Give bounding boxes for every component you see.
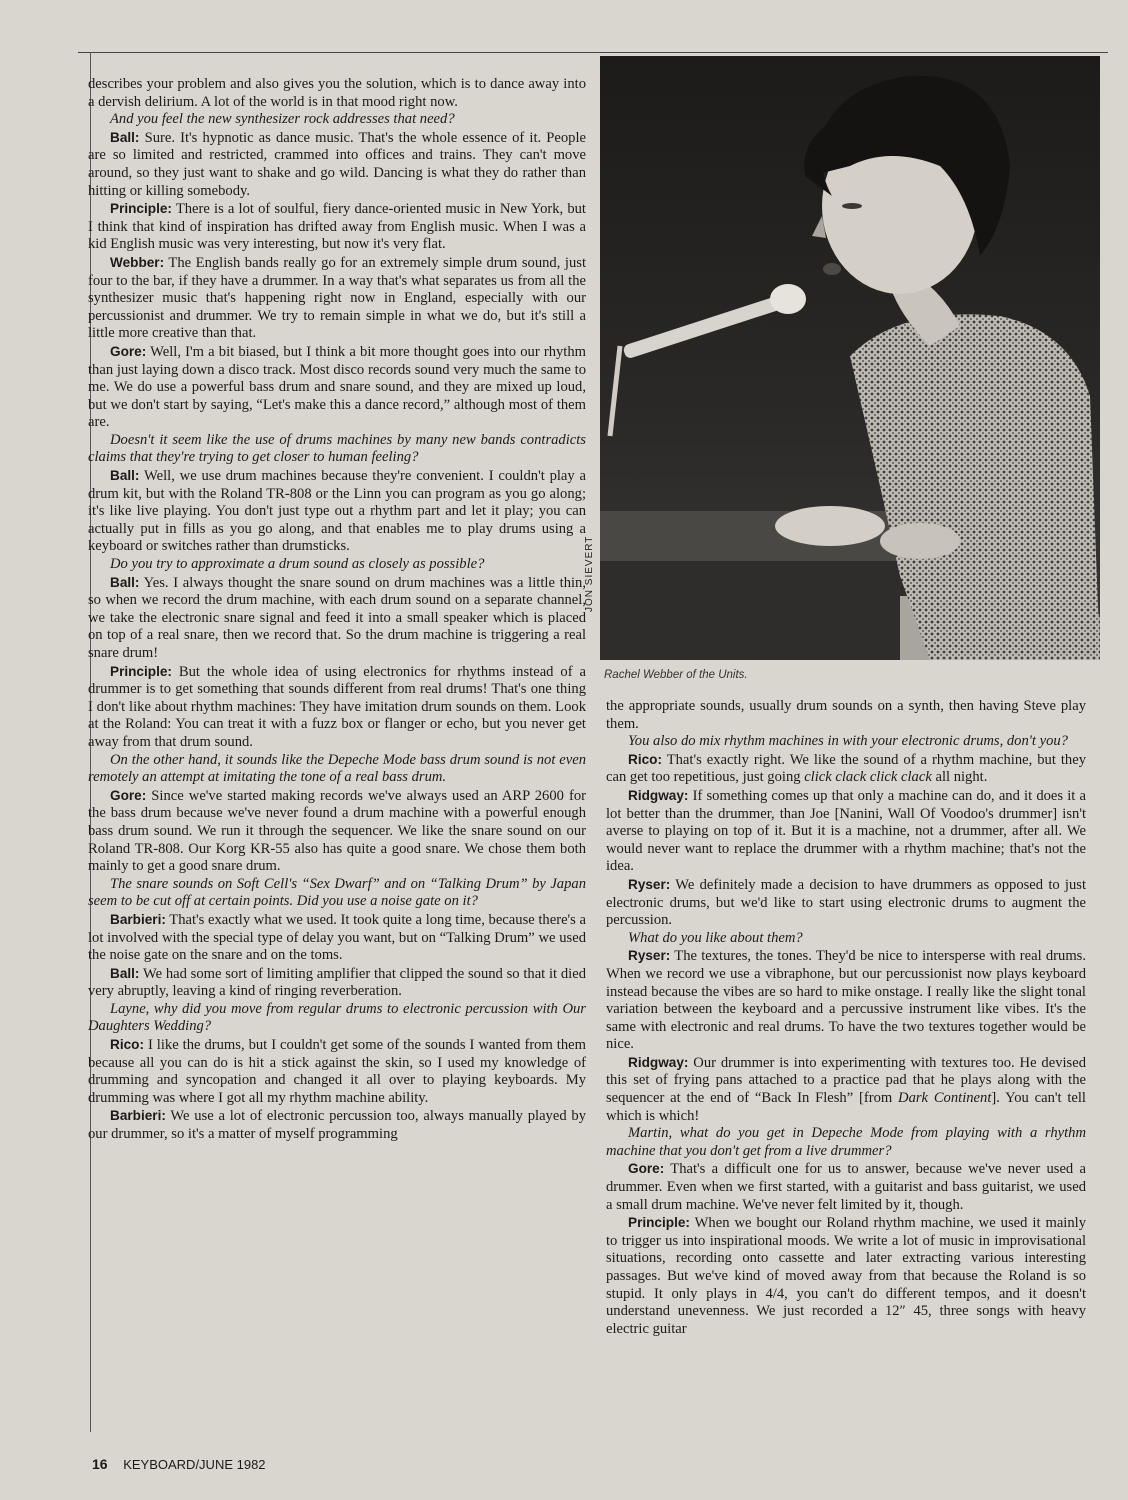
interview-answer: [88, 1107, 586, 1143]
answer-text: That's exactly what we used. It took quite a long time, because there's a lot involved with the special type of delay you want, but on “Talking Drum” we used the noise gate on the snare and on the toms.: [88, 911, 586, 964]
answer-text: We use a lot of electronic percussion too, always manually played by our drummer, so it's a matter of myself programming: [88, 1108, 586, 1143]
answer-text: That's exactly right. We like the sound of a rhythm machine, but they can get too repetitious, just going: [606, 751, 1086, 786]
answer-text-continued: ]. You can't tell which is which!: [606, 1090, 1086, 1124]
interview-answer: [88, 911, 586, 965]
answer-text: Our drummer is into experimenting with textures too. He devised this set of frying pans attached to a practice pad that he plays along with the sequencer at the end of “Back In Flesh” [from: [606, 1054, 1086, 1107]
interview-question: Layne, why did you move from regular drums to electronic percussion with Our Daughters Wedding?: [88, 1000, 586, 1035]
speaker-name: Gore:: [110, 787, 147, 803]
interview-answer: [88, 129, 586, 200]
answer-text: the appropriate sounds, usually drum sounds on a synth, then having Steve play them.: [606, 698, 1086, 732]
speaker-name: Ridgway:: [628, 1054, 689, 1070]
answer-text: describes your problem and also gives you the solution, which is to dance away into a dervish delirium. A lot of the world is in that mood right now.: [88, 76, 586, 110]
interview-answer: [88, 1036, 586, 1107]
answer-text: When we bought our Roland rhythm machine, we used it mainly to trigger us into inspirational moods. We write a lot of music in improvisational situations, recording onto cassette and later extracting various interesting passages. But we've kind of moved away from that because the Roland is so stupid. It only plays in 4/4, you can't do different tempos, and it doesn't understand unevenness. We just recorded a 12″ 45, three songs with heavy electric guitar: [606, 1215, 1086, 1337]
interview-answer: [606, 947, 1086, 1054]
speaker-name: Ridgway:: [628, 787, 689, 803]
answer-text: We had some sort of limiting amplifier that clipped the sound so that it died very abruptly, leaving a kind of ringing reverberation.: [88, 965, 586, 1000]
answer-text: Sure. It's hypnotic as dance music. That's the whole essence of it. People are so limited and restricted, crammed into offices and trains. They can't move around, so they just want to shake and go wild. Dancing is what they do rather than hitting or killing somebody.: [88, 129, 586, 199]
interview-question: What do you like about them?: [628, 929, 803, 946]
interview-answer: [606, 1214, 1086, 1338]
speaker-name: Principle:: [628, 1215, 690, 1231]
interview-question: Doesn't it seem like the use of drums machines by many new bands contradicts claims that they're trying to get closer to human feeling?: [88, 431, 586, 466]
photo-caption: Rachel Webber of the Units.: [604, 669, 748, 681]
interview-question: Do you try to approximate a drum sound as closely as possible?: [110, 556, 485, 573]
interview-answer: [88, 467, 586, 556]
interview-answer: [88, 200, 586, 254]
performer-photo-illustration: [600, 56, 1100, 660]
answer-text: There is a lot of soulful, fiery dance-oriented music in New York, but I think that kind of inspiration has drifted away from English music. When I was a kid English music was very interesting, but now it's very flat.: [88, 201, 586, 253]
interview-answer: [606, 751, 1086, 787]
interview-question: You also do mix rhythm machines in with your electronic drums, don't you?: [628, 733, 1068, 750]
speaker-name: Ryser:: [628, 948, 671, 964]
interview-answer: [606, 1160, 1086, 1214]
speaker-name: Ryser:: [628, 876, 671, 892]
interview-question: The snare sounds on Soft Cell's “Sex Dwarf” and on “Talking Drum” by Japan seem to be cut off at certain points. Did you use a noise gate on it?: [88, 875, 586, 910]
italic-phrase: click clack click clack: [804, 769, 932, 786]
interview-question: Martin, what do you get in Depeche Mode from playing with a rhythm machine that you don't get from a live drummer?: [606, 1125, 1086, 1159]
continued-paragraph: [88, 76, 586, 111]
speaker-name: Gore:: [628, 1161, 665, 1177]
interview-answer: [606, 1054, 1086, 1125]
speaker-name: Principle:: [110, 663, 172, 679]
interview-question: On the other hand, it sounds like the Depeche Mode bass drum sound is not even remotely an attempt at imitating the tone of a real bass drum.: [88, 751, 586, 786]
interview-question: And you feel the new synthesizer rock addresses that need?: [110, 111, 455, 128]
speaker-name: Gore:: [110, 343, 147, 359]
answer-text: Yes. I always thought the snare sound on drum machines was a little thin, so when we record the drum machine, with each drum sound on a separate channel, we take the electronic snare signal and feed it into a small speaker which is placed on top of a real snare, then we record that. So the drum machine is triggering a real snare drum!: [88, 574, 586, 661]
page-footer: [92, 1456, 266, 1472]
photo-credit: JON SIEVERT: [584, 535, 595, 612]
continued-paragraph: [606, 698, 1086, 733]
answer-text: Since we've started making records we've always used an ARP 2600 for the bass drum because we've never found a drum machine with a powerful enough bass drum sound. We run it through the sequencer. We like the snare sound on our Roland TR-808. Our Korg KR-55 also has quite a good snare. We chose them both mainly to get a good snare drum.: [88, 787, 586, 875]
interview-answer: [88, 965, 586, 1001]
top-rule: [78, 52, 1108, 53]
speaker-name: Rico:: [110, 1037, 144, 1053]
answer-text-continued: all night.: [931, 769, 988, 786]
interview-answer: [88, 343, 586, 432]
speaker-name: Ball:: [110, 129, 140, 145]
answer-text: Well, we use drum machines because they're convenient. I couldn't play a drum kit, but with the Roland TR-808 or the Linn you can program as you go along; it's like live playing. You don't just type out a rhythm part and let it play; you can actually put in fills as you go along, and that enables me to play drums using a keyboard or switches rather than drumsticks.: [88, 468, 586, 555]
speaker-name: Ball:: [110, 574, 140, 590]
interview-answer: [88, 574, 586, 663]
interview-answer: [88, 663, 586, 752]
answer-text: The English bands really go for an extremely simple drum sound, just four to the bar, if they have a drummer. In a way that's what separates us from all the synthesizer music that's happening right now in England, especially with our percussionist and drummer. We try to remain simple in what we do, but it's still a little more creative than that.: [88, 254, 586, 342]
interview-answer: [606, 876, 1086, 930]
answer-text: Well, I'm a bit biased, but I think a bit more thought goes into our rhythm than just laying down a disco track. Most disco records sound very much the same to me. We do use a powerful bass drum and snare sound, and they are mixed up loud, but we don't start by saying, “Let's make this a dance record,” although most of them are.: [88, 343, 586, 431]
magazine-issue: KEYBOARD/JUNE 1982: [123, 1457, 266, 1472]
interview-answer: [88, 787, 586, 876]
page-number: 16: [92, 1456, 108, 1472]
answer-text: But the whole idea of using electronics for rhythms instead of a drummer is to get something that sounds different from real drums! That's one thing I don't like about rhythm machines: They have imitation drum sounds on them. Look at the Roland: You can treat it with a fuzz box or flanger or echo, but you never get away from that drum sound.: [88, 663, 586, 750]
photo-rachel-webber: [600, 56, 1100, 660]
interview-answer: [606, 787, 1086, 876]
speaker-name: Rico:: [628, 751, 662, 767]
answer-text: The textures, the tones. They'd be nice to intersperse with real drums. When we record we use a vibraphone, but our percussionist now plays keyboard instead because the vibes are so hard to mike onstage. I really like the slight tonal variation between the keyboard and a percussive instrument like vibes. It's the same with electronic and real drums. To have the two textures together would be nice.: [606, 948, 1086, 1053]
left-column: [88, 76, 586, 1144]
speaker-name: Barbieri:: [110, 1108, 166, 1124]
italic-phrase: Dark Continent: [898, 1090, 992, 1107]
right-column: [606, 698, 1086, 1338]
answer-text: If something comes up that only a machine can do, and it does it a lot better than the drummer, than Joe [Nanini, Wall Of Voodoo's drummer] isn't averse to playing on top of it. But it is a machine, not a drummer, after all. We would never want to replace the drummer with a rhythm machine; that's not the idea.: [606, 787, 1086, 875]
interview-answer: [88, 254, 586, 343]
speaker-name: Ball:: [110, 965, 140, 981]
answer-text: I like the drums, but I couldn't get some of the sounds I wanted from them because all you can do is hit a stick against the skin, so I used my knowledge of drumming and syncopation and changed it all over to playing keyboards. My drumming was where I got all my rhythm machine ability.: [88, 1037, 586, 1106]
speaker-name: Principle:: [110, 201, 172, 217]
answer-text: That's a difficult one for us to answer, because we've never used a drummer. Even when we first started, with a guitarist and bass guitarist, we used a small drum machine. We've never felt limited by it, though.: [606, 1161, 1086, 1213]
speaker-name: Barbieri:: [110, 911, 166, 927]
speaker-name: Ball:: [110, 468, 140, 484]
answer-text: We definitely made a decision to have drummers as opposed to just electronic drums, but we'd like to start using electronic drums to augment the percussion.: [606, 876, 1086, 929]
speaker-name: Webber:: [110, 254, 165, 270]
